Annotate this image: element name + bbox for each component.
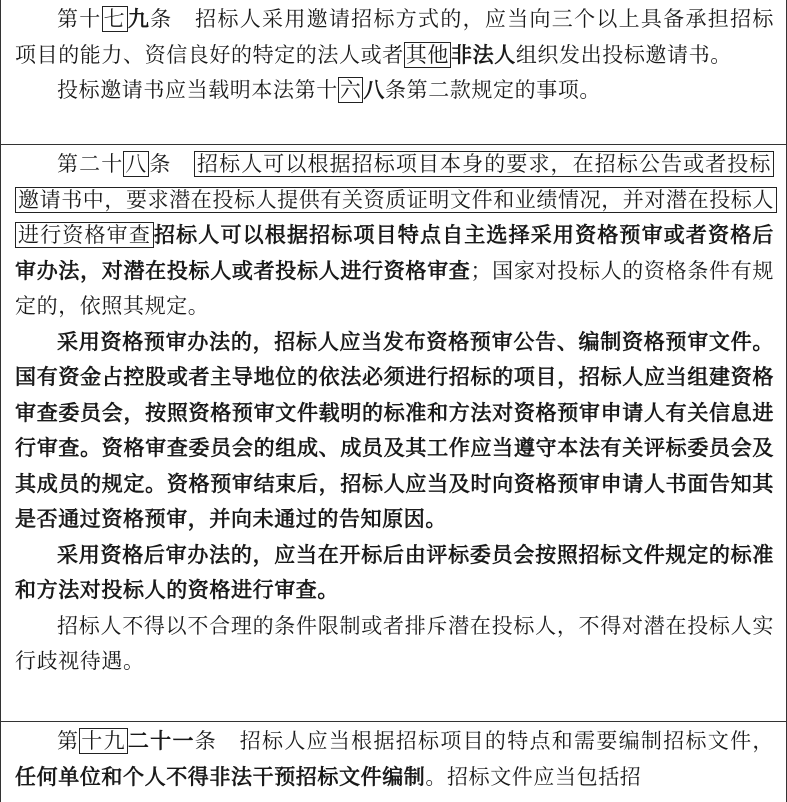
article-19-suffix: 条 (150, 7, 173, 31)
article-19-paragraph-2 (15, 73, 774, 109)
article-19-added-words: 非法人 (451, 42, 516, 67)
article-19-text-a: 招标人采用邀请招标方式的，应当向三个以上具备承担招标项目的能力、资信良好的特定的法人或者 (15, 7, 774, 67)
article-21-paragraph-1 (15, 724, 774, 795)
article-19-section (1, 0, 786, 145)
article-19-p2-deleted: 六 (339, 78, 362, 102)
article-19-text-b: 组织发出投标邀请书。 (515, 42, 732, 67)
article-19-p2-added: 八 (363, 78, 386, 102)
article-21-section (1, 722, 786, 802)
article-21-text-b: 。招标文件应当包括招 (425, 764, 642, 789)
article-21-text-a: 招标人应当根据招标项目的特点和需要编制招标文件， (239, 729, 774, 753)
article-20-paragraph-3: 采用资格后审办法的，应当在开标后由评标委员会按照招标文件规定的标准和方法对投标人的资格进行审查。 (15, 542, 774, 602)
article-19-p2-b: 条第二款规定的事项。 (385, 78, 602, 102)
article-20-paragraph-2: 采用资格预审办法的，招标人应当发布资格预审公告、编制资格预审文件。国有资金占控股或者主导地位的依法必须进行招标的项目，招标人应当组建资格审查委员会，按照资格预审文件载明的标准和方法对资格预审申请人有关信息进行审查。资格审查委员会的组成、成员及其工作应当遵守本法有关评标委员会及其成员的规定。资格预审结束后，招标人应当及时向资格预审申请人书面告知其是否通过资格预审，并向未通过的告知原因。 (15, 329, 774, 531)
article-21-deleted-number: 十九 (81, 729, 126, 753)
article-20-deleted-number: 八 (125, 152, 148, 176)
article-19-prefix: 第十 (57, 7, 102, 31)
article-20-section (1, 145, 786, 722)
article-19-deleted-number: 七 (103, 7, 126, 31)
article-21-suffix: 条 (194, 729, 218, 753)
article-21-new-number: 二十一 (127, 729, 195, 753)
article-19-p2-a: 投标邀请书应当载明本法第十 (57, 78, 338, 102)
article-20-suffix: 条 (149, 152, 172, 176)
article-20-added-clause: 招标人可以根据招标项目特点自主选择采用资格预审或者资格后审办法，对潜在投标人或者投标人进行资格审查 (15, 223, 774, 283)
article-20-rest: ；国家对投标人的资格条件有规定的，依照其规定。 (15, 258, 774, 318)
article-20-paragraph-1 (15, 147, 774, 325)
article-20-paragraph-4: 招标人不得以不合理的条件限制或者排斥潜在投标人，不得对潜在投标人实行歧视待遇。 (15, 613, 774, 673)
article-19-deleted-words: 其他 (405, 42, 450, 67)
article-19-paragraph-1 (15, 2, 774, 73)
article-21-prefix: 第 (57, 729, 80, 753)
article-20-deleted-clause: 招标人可以根据招标项目本身的要求，在招标公告或者投标邀请书中，要求潜在投标人提供有关资质证明文件和业绩情况，并对潜在投标人进行资格审查 (15, 151, 777, 248)
article-21-added: 任何单位和个人不得非法干预招标文件编制 (15, 764, 426, 789)
article-19-new-number: 九 (127, 7, 151, 31)
article-20-prefix: 第二十 (57, 152, 124, 176)
